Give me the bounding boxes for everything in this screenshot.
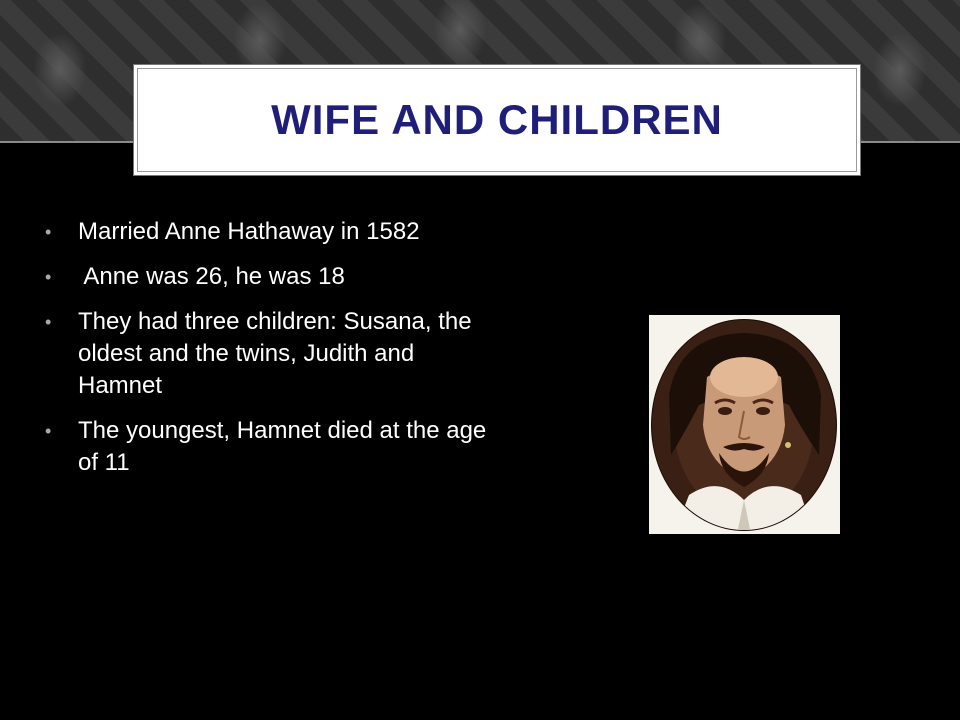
bullet-icon: • (45, 421, 52, 441)
bullet-icon: • (45, 222, 52, 242)
portrait-icon (649, 315, 840, 534)
title-box (137, 68, 857, 172)
bullet-text: The youngest, Hamnet died at the age of 11 (78, 417, 487, 476)
bullet-icon: • (45, 267, 52, 287)
slide-title: WIFE AND CHILDREN (271, 96, 723, 143)
bullet-item (40, 415, 490, 479)
bullet-item (40, 306, 490, 402)
bullet-icon: • (45, 312, 52, 332)
bullet-item (40, 261, 490, 293)
bullet-text: They had three children: Susana, the oldest and the twins, Judith and Hamnet (78, 308, 472, 399)
portrait-image (649, 315, 840, 534)
bullet-item (40, 216, 490, 248)
bullet-text: Anne was 26, he was 18 (78, 263, 345, 290)
bullet-text: Married Anne Hathaway in 1582 (78, 218, 420, 245)
bullet-list (40, 216, 490, 492)
